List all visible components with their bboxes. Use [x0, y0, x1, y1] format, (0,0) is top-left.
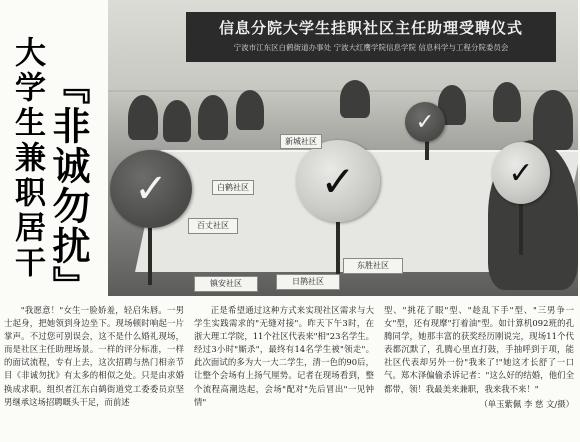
article-column-2 [194, 304, 374, 436]
attendee [493, 82, 521, 122]
article-column-3 [384, 304, 574, 436]
article-column-1 [4, 304, 184, 436]
byline: （单玉紫佩 李 慈 文/摄） [479, 398, 574, 409]
attendee [198, 95, 228, 140]
attendee [128, 95, 158, 140]
attendee [340, 80, 370, 118]
ceremony-banner [186, 12, 556, 62]
news-photo [108, 0, 578, 296]
nameplate: 日鹊社区 [276, 274, 340, 290]
nameplate: 百丈社区 [188, 218, 238, 234]
check-paddle-icon: ✓ [492, 142, 550, 204]
headline-main: 大学生兼职居干 [9, 36, 45, 281]
paddle-stick [519, 195, 523, 255]
banner-title: 信息分院大学生挂职社区主任助理受聘仪式 [218, 19, 523, 37]
article-body [4, 302, 576, 438]
check-paddle-icon: ✓ [110, 150, 192, 228]
nameplate: 新城社区 [280, 134, 322, 149]
paragraph: 正是希望通过这种方式来实现社区需求与大学生实践需求的"无缝对接"。昨天下午3时，在浙大理工学院，11个社区代表来"相"23名学生。经过3小时"厮杀"，最终有14名学生被"领走"。此次面试的多为大一大二学生，清一色的90后，让整个会场有上扬气厘势。记者在现场看到，整个流程高潮迭起，会场"配对"先后冒出"一见钟情" [194, 305, 374, 407]
nameplate: 东胜社区 [343, 258, 403, 274]
attendee [236, 90, 264, 130]
banner-subtitle: 宁波市江东区白鹤街道办事处 宁波大红鹰学院信息学院 信息科学与工程分院委员会 [233, 43, 509, 52]
check-paddle-icon: ✓ [296, 140, 380, 222]
paragraph: 型、"挑花了眼"型、"趁乱下手"型、"三男争一女"型，还有现摩"打着油"型。如计算机092班的孔腾同学，她那丰富的获奖经历刚说完，现场11个代表都沉默了，孔腾心里直打鼓，手抽呼到于项，能社区代表却另外一份"我来了!"她这才长舒了一口气。郑木泽偏偷杀诉记者："这么好的结婚，他们全都带，领！我最美来兼职，我来我不来！" [384, 305, 574, 394]
nameplate: 镇安社区 [194, 276, 258, 292]
headline [4, 6, 110, 306]
paragraph: "我愿意！"女生一脸娇羞，轻启朱唇。一男士起身，把她领到身边坐下。现场顿时响起一片掌声。不过您可别误会，这不是什么婚礼现场，而是社区主任助理场景。一样的评分标准，一样的面试流程，专有上去，这次招聘与热门相亲节目《非诚勿扰》有太多的相似之处。只是由求婚换成求职。组织者江东白鹤街道党工委委员京坚男继承这场招聘嘅头干足，而前述 [4, 305, 184, 407]
nameplate: 白鹤社区 [212, 180, 254, 195]
check-paddle-icon: ✓ [405, 102, 445, 142]
headline-slogan: 『非诚勿扰』 [46, 66, 90, 306]
attendee [163, 100, 191, 142]
